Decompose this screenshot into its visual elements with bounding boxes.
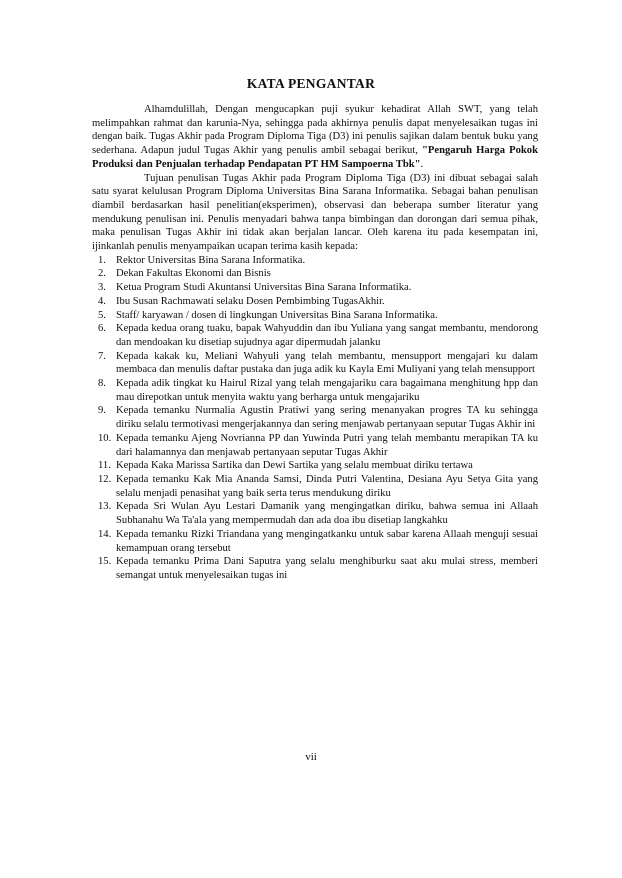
purpose-paragraph: Tujuan penulisan Tugas Akhir pada Program Diploma Tiga (D3) ini dibuat sebagai salah satu syarat kelulusan Program Diploma Universitas Bina Sarana Informatika. Sebagai bahan penulisan diambil berdasarkan hasil penelitian(eksperimen), observasi dan beberapa sumber literatur yang mendukung penulisan ini. Penulis menyadari bahwa tanpa bimbingan dan dorongan dari semua pihak, maka penulisan Tugas Akhir ini tidak akan berjalan lancar. Oleh karena itu pada kesempatan ini, ijinkanlah penulis menyampaikan ucapan terima kasih kepada: [92, 172, 538, 253]
list-item-text: Ibu Susan Rachmawati selaku Dosen Pembimbing TugasAkhir. [116, 295, 385, 307]
list-item [92, 309, 538, 323]
list-item-text: Kepada temanku Ajeng Novrianna PP dan Yuwinda Putri yang telah membantu merapikan TA ku dari halamannya dan menjawab pertanyaan seputar Tugas Akhir [116, 432, 538, 458]
list-item [92, 377, 538, 404]
list-item-number: 3. [98, 282, 106, 294]
list-item [92, 459, 538, 473]
intro-paragraph [92, 103, 538, 172]
list-item-number: 4. [98, 295, 106, 307]
list-item-number: 2. [98, 268, 106, 280]
list-item-number: 15. [98, 556, 112, 568]
list-item [92, 473, 538, 500]
list-item [92, 267, 538, 281]
list-item [92, 528, 538, 555]
list-item-number: 7. [98, 350, 106, 362]
list-item-text: Kepada temanku Prima Dani Saputra yang selalu menghiburku saat aku mulai stress, memberi semangat untuk menyelesaikan tugas ini [116, 556, 538, 581]
list-item-text: Kepada temanku Kak Mia Ananda Samsi, Dinda Putri Valentina, Desiana Ayu Setya Gita yang selalu menjadi penasihat yang baik serta terus mendukung diriku [116, 473, 538, 499]
list-item [92, 555, 538, 582]
list-item-number: 12. [98, 473, 112, 485]
list-item-number: 14. [98, 528, 112, 540]
thesis-title: "Pengaruh Harga Pokok Produksi dan Penjualan terhadap Pendapatan PT HM Sampoerna Tbk" [92, 145, 538, 170]
acknowledgement-list [92, 254, 538, 583]
list-item-number: 9. [98, 405, 106, 417]
list-item-text: Ketua Program Studi Akuntansi Universitas Bina Sarana Informatika. [116, 282, 412, 294]
list-item [92, 500, 538, 527]
list-item-text: Kepada temanku Rizki Triandana yang mengingatkanku untuk sabar karena Allaah menguji sesuai kemampuan orang tersebut [116, 528, 538, 554]
list-item-text: Staff/ karyawan / dosen di lingkungan Universitas Bina Sarana Informatika. [116, 309, 438, 321]
list-item-text: Rektor Universitas Bina Sarana Informatika. [116, 254, 306, 266]
list-item-number: 5. [98, 309, 106, 321]
list-item-text: Kepada Sri Wulan Ayu Lestari Damanik yang mengingatkan diriku, bahwa semua ini Allaah Subhanahu Wa Ta'ala yang mempermudah dan ada doa ibu disetiap langkahku [116, 501, 538, 527]
list-item [92, 254, 538, 268]
list-item-number: 13. [98, 501, 112, 513]
list-item [92, 281, 538, 295]
list-item-number: 8. [98, 378, 106, 390]
list-item-text: Kepada adik tingkat ku Hairul Rizal yang telah mengajariku cara bagaimana menghitung hpp dan mau direpotkan untuk menyita waktu yang berharga untuk mengajariku [116, 378, 538, 403]
list-item-number: 6. [98, 323, 106, 335]
list-item-text: Kepada Kaka Marissa Sartika dan Dewi Sartika yang selalu membuat diriku tertawa [116, 460, 473, 472]
intro-text: Alhamdulillah, Dengan mengucapkan puji syukur kehadirat Allah SWT, yang telah melimpahkan rahmat dan karunia-Nya, sehingga pada akhirnya penulis dapat menyelesaikan tugas ini dengan baik. Tugas Akhir pada Program Diploma Tiga (D3) ini penulis sajikan dalam bentuk buku yang sederhana. Adapun judul Tugas Akhir yang penulis ambil sebagai berikut, [92, 104, 538, 157]
list-item [92, 432, 538, 459]
page-number: vii [305, 751, 317, 763]
list-item [92, 322, 538, 349]
list-item-text: Kepada kedua orang tuaku, bapak Wahyuddin dan ibu Yuliana yang sangat membantu, mendorong dan mendoakan ku disetiap sujudnya agar dipermudah jalanku [116, 323, 538, 348]
list-item-text: Kepada kakak ku, Meliani Wahyuli yang telah membantu, mensupport mengajari ku dalam membaca dan menulis daftar pustaka dan juga adik ku Kayla Emi Muliyani yang telah mensupport [116, 350, 538, 376]
list-item-number: 1. [98, 254, 106, 266]
document-body [92, 103, 538, 583]
list-item-text: Dekan Fakultas Ekonomi dan Bisnis [116, 268, 271, 280]
list-item [92, 404, 538, 431]
list-item-number: 10. [98, 432, 112, 444]
list-item [92, 295, 538, 309]
intro-end: . [420, 158, 424, 170]
page-title: KATA PENGANTAR [246, 76, 376, 91]
list-item-text: Kepada temanku Nurmalia Agustin Pratiwi yang sering menanyakan progres TA ku sehingga diriku selalu termotivasi mengerjakannya dan sering menjawab pertanyaan seputar Tugas Akhir ini [116, 405, 538, 431]
list-item [92, 350, 538, 377]
list-item-number: 11. [98, 460, 111, 472]
